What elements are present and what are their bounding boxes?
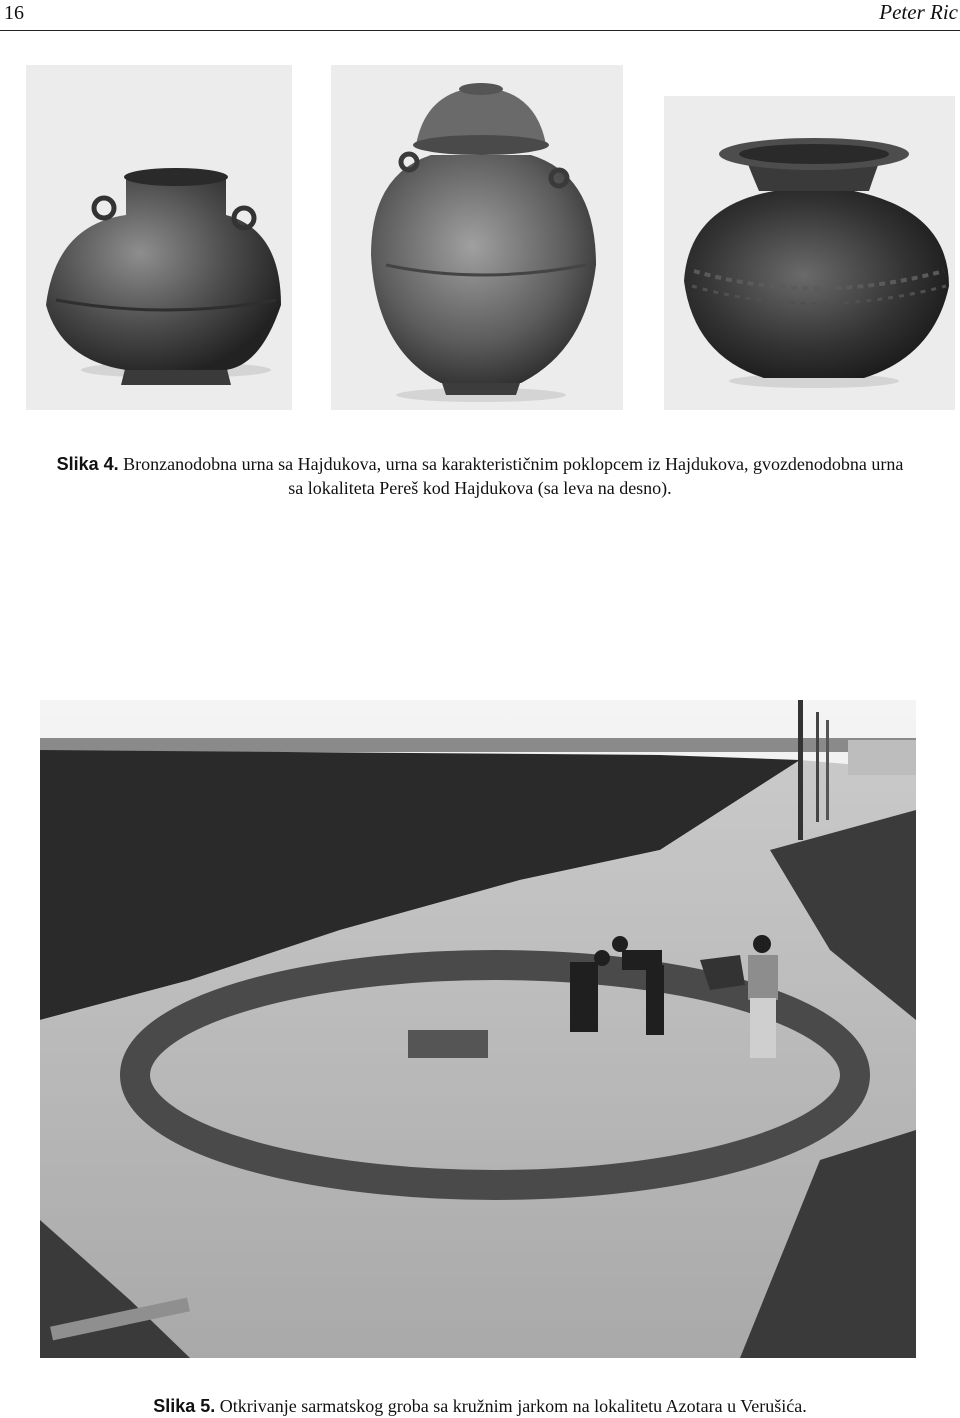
figure-4-caption	[4, 452, 956, 500]
figure-5-caption	[60, 1394, 900, 1418]
header-rule	[0, 30, 960, 31]
running-author: Peter Ric	[879, 0, 958, 24]
urn-photo-1	[26, 65, 292, 410]
figure-4-caption-text-1: Bronzanodobna urna sa Hajdukova, urna sa karakterističnim poklopcem iz Hajdukova, gvozdenodobna urna	[123, 454, 904, 474]
figure-4-label: Slika 4.	[56, 454, 119, 474]
excavation-photo	[40, 700, 916, 1358]
urn-photo-2	[331, 65, 623, 410]
figure-4-caption-line-2: sa lokaliteta Pereš kod Hajdukova (sa leva na desno).	[288, 478, 672, 498]
figure-5-caption-text: Otkrivanje sarmatskog groba sa kružnim jarkom na lokalitetu Azotara u Verušića.	[219, 1396, 807, 1416]
page-number: 16	[4, 2, 24, 24]
urn-photo-3	[664, 96, 955, 410]
figure-4-caption-line-1	[4, 452, 956, 476]
running-header	[0, 0, 960, 30]
figure-5-label: Slika 5.	[153, 1396, 216, 1416]
